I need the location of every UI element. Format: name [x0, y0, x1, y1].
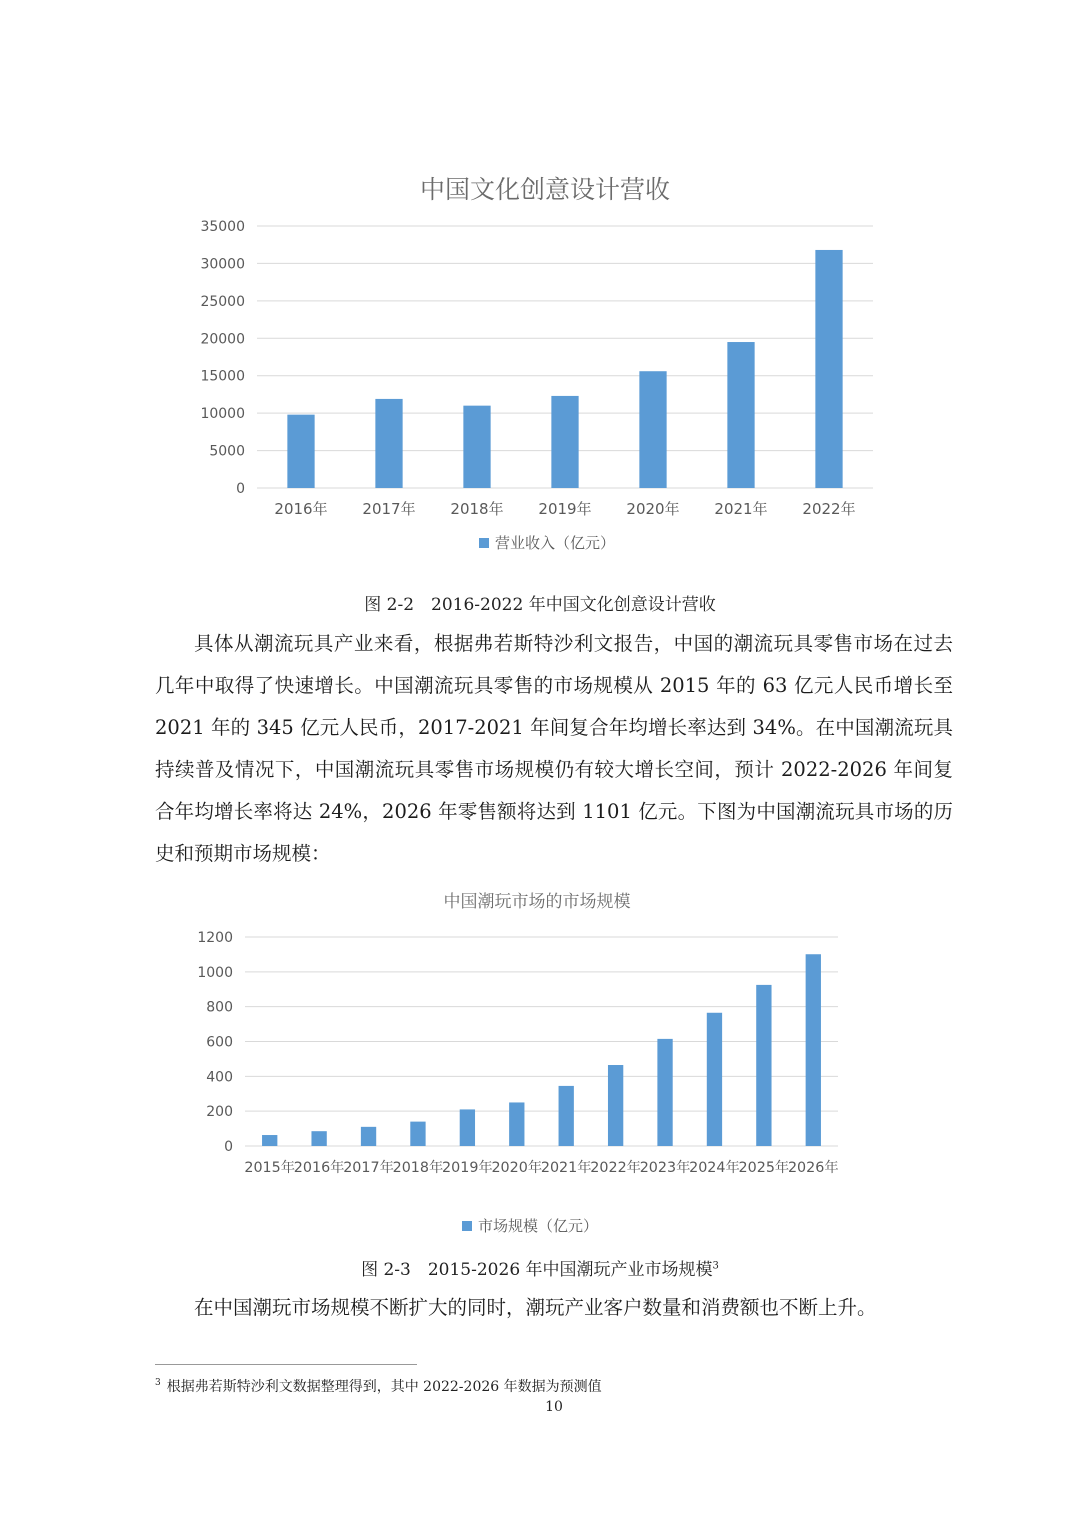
revenue-chart [180, 160, 900, 570]
legend-swatch [462, 1221, 472, 1231]
x-tick-label: 2017年 [343, 1160, 394, 1176]
chart-legend [462, 1217, 598, 1235]
x-tick-label: 2018年 [450, 500, 504, 518]
bar [375, 399, 402, 488]
x-tick-label: 2019年 [442, 1160, 493, 1176]
x-tick-label: 2025年 [738, 1160, 790, 1176]
x-tick-label: 2023年 [639, 1160, 691, 1176]
footnote-text: 根据弗若斯特沙利文数据整理得到，其中 2022-2026 年数据为预测值 [166, 1379, 602, 1395]
bar [815, 250, 842, 488]
figure-caption-2-3-text: 图 2-3 2015-2026 年中国潮玩产业市场规模 [361, 1260, 713, 1280]
page-number: 10 [545, 1399, 563, 1415]
y-tick-label: 20000 [200, 331, 245, 348]
x-tick-label: 2020年 [626, 500, 680, 518]
bar [509, 1102, 524, 1146]
y-tick-label: 800 [206, 999, 233, 1016]
bar [608, 1065, 623, 1146]
bar [727, 342, 754, 488]
y-tick-label: 10000 [200, 406, 245, 423]
legend-label: 营业收入（亿元） [495, 534, 616, 552]
y-tick-label: 25000 [200, 293, 245, 310]
trendy-toy-market-chart-svg [180, 880, 870, 1245]
y-tick-label: 1200 [197, 930, 233, 946]
footnote-reference: 3 [712, 1260, 719, 1272]
body-paragraph-1: 具体从潮流玩具产业来看，根据弗若斯特沙利文报告，中国的潮流玩具零售市场在过去几年中取得了快速增长。中国潮流玩具零售的市场规模从 2015 年的 63 亿元人民币增长至 2021 年的 345 亿元人民币，2017-2021 年间复合年均增长率达到 34%。在中国潮流玩具持续普及情况下，中国潮流玩具零售市场规模仍有较大增长空间，预计 2022-2026 年间复合年均增长率将达 24%，2026 年零售额将达到 1101 亿元。下图为中国潮流玩具市场的历史和预期市场规模： [155, 632, 953, 865]
y-tick-label: 1000 [197, 964, 233, 981]
y-tick-label: 15000 [200, 368, 245, 385]
trendy-toy-market-chart [180, 880, 870, 1245]
footnote [155, 1376, 602, 1396]
x-tick-label: 2020年 [491, 1160, 543, 1176]
x-tick-label: 2018年 [392, 1160, 444, 1176]
y-tick-label: 0 [224, 1139, 233, 1155]
y-tick-label: 35000 [200, 219, 245, 235]
revenue-chart-svg [180, 160, 900, 570]
bar [463, 406, 490, 488]
chart-legend [479, 534, 615, 552]
y-tick-label: 0 [236, 481, 245, 497]
bar [559, 1086, 574, 1146]
bar [262, 1135, 277, 1146]
bar [311, 1131, 326, 1146]
x-tick-label: 2024年 [689, 1160, 740, 1176]
y-tick-label: 5000 [209, 443, 245, 460]
bar [639, 371, 666, 488]
x-tick-label: 2022年 [802, 500, 856, 518]
y-tick-label: 600 [206, 1034, 233, 1051]
body-paragraph-2: 在中国潮玩市场规模不断扩大的同时，潮玩产业客户数量和消费额也不断上升。 [194, 1296, 877, 1319]
bar [361, 1127, 376, 1146]
x-tick-label: 2016年 [274, 500, 328, 518]
x-tick-label: 2016年 [293, 1160, 345, 1176]
x-tick-label: 2021年 [540, 1160, 592, 1176]
bar [707, 1013, 722, 1146]
x-tick-label: 2026年 [787, 1160, 839, 1176]
legend-swatch [479, 538, 489, 548]
bar [460, 1109, 475, 1146]
x-tick-label: 2021年 [714, 500, 768, 518]
bar [806, 954, 821, 1146]
figure-caption-2-2: 图 2-2 2016-2022 年中国文化创意设计营收 [364, 595, 716, 615]
bar [410, 1122, 425, 1146]
figure-caption-2-3 [0, 1255, 1080, 1280]
bar [657, 1039, 672, 1146]
y-tick-label: 400 [206, 1069, 233, 1086]
bar [287, 415, 314, 488]
footnote-mark: 3 [155, 1378, 161, 1389]
x-tick-label: 2022年 [590, 1160, 641, 1176]
y-tick-label: 30000 [200, 256, 245, 273]
y-tick-label: 200 [206, 1104, 233, 1121]
chart-title: 中国文化创意设计营收 [419, 175, 671, 204]
x-tick-label: 2019年 [538, 500, 592, 518]
bar [756, 985, 771, 1146]
chart-title: 中国潮玩市场的市场规模 [443, 892, 631, 912]
legend-label: 市场规模（亿元） [478, 1217, 599, 1235]
footnote-divider [155, 1364, 417, 1365]
x-tick-label: 2017年 [362, 500, 416, 518]
x-tick-label: 2015年 [244, 1160, 296, 1176]
bar [551, 396, 578, 488]
